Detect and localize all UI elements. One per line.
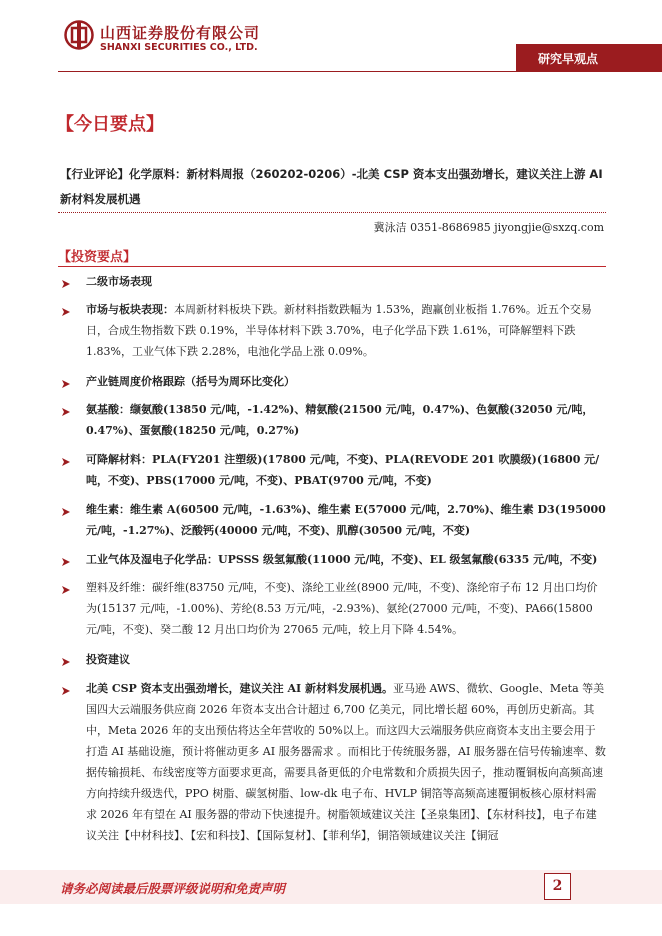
arrow-bullet-icon — [62, 280, 70, 288]
today-heading: 【今日要点】 — [56, 114, 164, 135]
arrow-bullet-icon — [62, 408, 70, 416]
company-name-en: SHANXI SECURITIES CO., LTD. — [100, 42, 258, 53]
bullet-lead: 工业气体及湿电子化学品：UPSSS 级氢氟酸(11000 元/吨，不变)、EL 级氢氟酸(6335 元/吨，不变) — [86, 553, 598, 566]
page-number: 2 — [544, 873, 571, 900]
arrow-bullet-icon — [62, 687, 70, 695]
arrow-bullet-icon — [62, 558, 70, 566]
bullet-lead: 可降解材料：PLA(FY201 注塑级)(17800 元/吨，不变)、PLA(REVODE 201 吹膜级)(16800 元/吨，不变)、PBS(17000 元/吨，不变)、PBAT(9700 元/吨，不变) — [86, 453, 600, 487]
investment-heading: 【投资要点】 — [58, 250, 137, 265]
bullet-lead: 市场与板块表现： — [86, 303, 174, 316]
author-contact: 冀泳洁 0351-8686985 jiyongjie@sxzq.com — [373, 221, 604, 234]
bullet-body: 亚马逊 AWS、微软、Google、Meta 等美国四大云端服务供应商 2026 年资本支出合计超过 6,700 亿美元，同比增长超 60%，再创历史新高。其中，Meta 2026 年的支出预估将达全年营收的 50%以上。而这四大云端服务供应商资本支出主要会用于打造 AI 基础设施，预计将催动更多 AI 服务器需求 。而相比于传统服务器，AI 服务器在信号传输速率、数据传输损耗、布线密度等方面要求更高，需要具备更低的介电常数和介质损失因子，推动覆铜板向高频高速方向持续升级迭代，PPO 树脂、碳氢树脂、low-dk 电子布、HVLP 铜箔等高频高速覆铜板核心原材料需求 2026 年有望在 AI 服务器的带动下快速提升。树脂领域建议关注【圣泉集团】、【东材科技】，电子布建议关注【中材科技】、【宏和科技】、【国际复材】、【菲利华】，铜箔领域建议关注【铜冠 — [86, 682, 606, 842]
company-name-cn: 山西证券股份有限公司 — [100, 24, 261, 42]
bullet-lead: 产业链周度价格跟踪（括号为周环比变化） — [86, 375, 295, 388]
report-type-label: 研究早观点 — [538, 52, 599, 66]
arrow-bullet-icon — [62, 458, 70, 466]
investment-divider — [58, 266, 606, 267]
arrow-bullet-icon — [62, 586, 70, 594]
arrow-bullet-icon — [62, 308, 70, 316]
bullet-lead: 维生素：维生素 A(60500 元/吨，-1.63%)、维生素 E(57000 元/吨，2.70%)、维生素 D3(195000 元/吨，-1.27%)、泛酸钙(40000 元/吨，不变)、肌醇(30500 元/吨，不变) — [86, 503, 606, 537]
bullet-lead: 北美 CSP 资本支出强劲增长，建议关注 AI 新材料发展机遇。 — [86, 682, 393, 695]
header-divider — [58, 71, 516, 72]
bullet-body: 塑料及纤维：碳纤维(83750 元/吨，不变)、涤纶工业丝(8900 元/吨，不变)、涤纶帘子布 12 月出口均价为(15137 元/吨，-1.00%)、芳纶(8.53 万元/吨，-2.93%)、氨纶(27000 元/吨，不变)、PA66(15800 元/吨，不变)、癸二酸 12 月出口均价为 27065 元/吨，较上月下降 4.54%。 — [86, 581, 598, 636]
title-divider — [58, 212, 606, 213]
bullet-body: 本周新材料板块下跌。新材料指数跌幅为 1.53%，跑赢创业板指 1.76%。近五个交易日，合成生物指数下跌 0.19%，半导体材料下跌 3.70%，电子化学品下跌 1.61%，可降解塑料下跌 1.83%，工业气体下跌 2.28%，电池化学品上涨 0.09%。 — [86, 303, 592, 358]
bullet-lead: 氨基酸：缬氨酸(13850 元/吨，-1.42%)、精氨酸(21500 元/吨，0.47%)、色氨酸(32050 元/吨，0.47%)、蛋氨酸(18250 元/吨，0.27%) — [86, 403, 594, 437]
article-title: 【行业评论】化学原料：新材料周报（260202-0206）-北美 CSP 资本支出强劲增长，建议关注上游 AI 新材料发展机遇 — [60, 167, 603, 206]
bullet-lead: 投资建议 — [86, 653, 130, 666]
report-type-banner — [516, 44, 662, 72]
arrow-bullet-icon — [62, 658, 70, 666]
arrow-bullet-icon — [62, 380, 70, 388]
footer-disclaimer: 请务必阅读最后股票评级说明和免责声明 — [60, 881, 286, 896]
arrow-bullet-icon — [62, 508, 70, 516]
page-header — [0, 0, 662, 78]
company-logo-icon — [64, 20, 94, 50]
bullet-lead: 二级市场表现 — [86, 275, 152, 288]
